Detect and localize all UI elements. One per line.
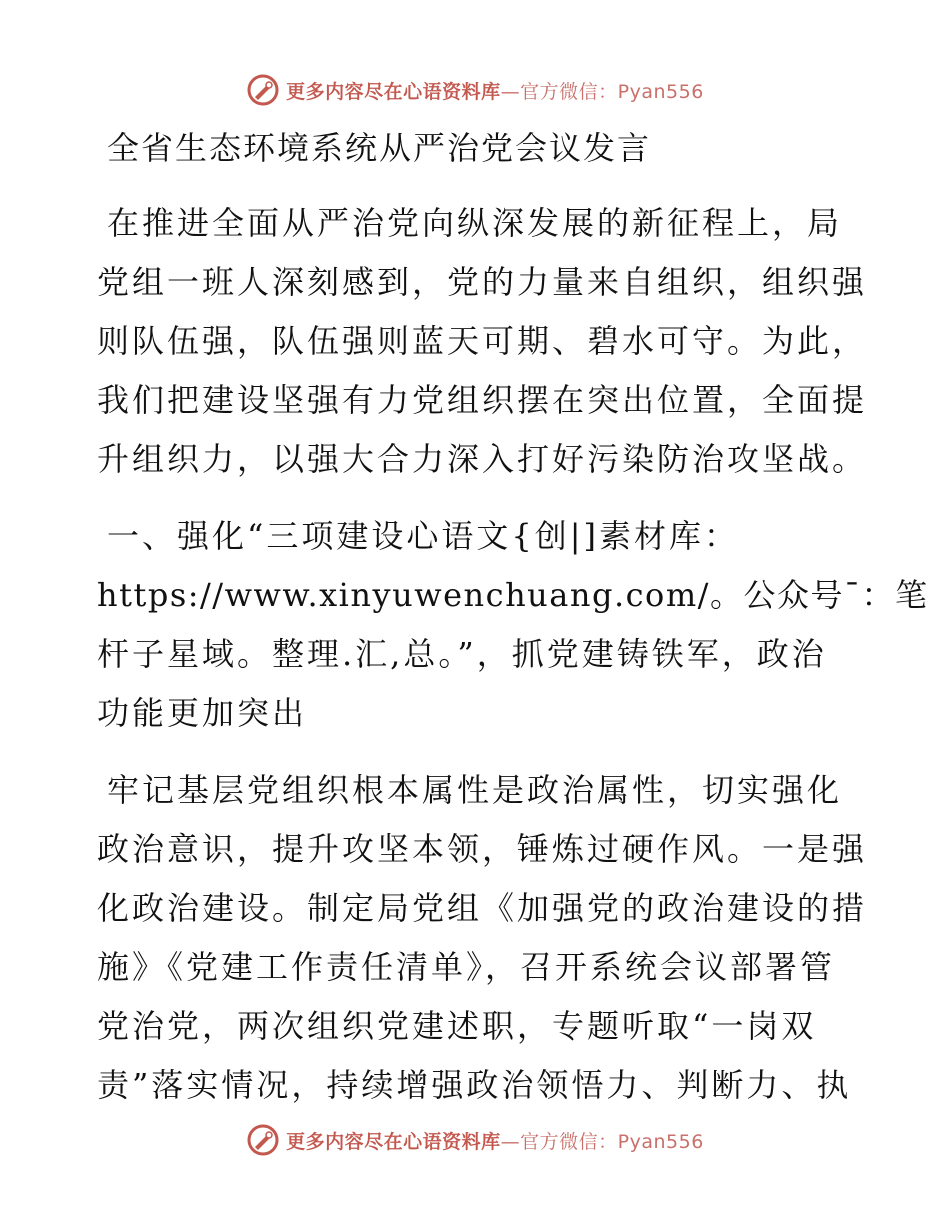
watermark-brand: 更多内容尽在心语资料库 — [286, 80, 501, 103]
footer-watermark — [0, 1120, 950, 1160]
paragraph-body — [97, 761, 868, 1115]
text-line: 杆子星域。整理.汇,总。”，抓党建铸铁军，政治 — [97, 635, 827, 673]
brand-logo-icon — [246, 1123, 280, 1157]
document-title: 全省生态环境系统从严治党会议发言 — [107, 129, 652, 167]
header-watermark — [0, 70, 950, 110]
text-line: 在推进全面从严治党向纵深发展的新征程上，局 — [107, 204, 843, 242]
text-line: 升组织力，以强大合力深入打好污染防治攻坚战。 — [97, 440, 868, 478]
text-line: 化政治建设。制定局党组《加强党的政治建设的措 — [97, 889, 868, 927]
paragraph-intro — [97, 194, 868, 489]
text-line: 党治党，两次组织党建述职，专题听取“一岗双 — [97, 1007, 817, 1045]
text-line: 施》《党建工作责任清单》，召开系统会议部署管 — [97, 948, 836, 986]
text-line: 我们把建设坚强有力党组织摆在突出位置，全面提 — [97, 381, 868, 419]
text-line: 牢记基层党组织根本属性是政治属性，切实强化 — [107, 771, 843, 809]
watermark-brand: 更多内容尽在心语资料库 — [286, 1130, 501, 1153]
watermark-contact: —官方微信：Pyan556 — [500, 80, 704, 103]
text-line: 党组一班人深刻感到，党的力量来自组织，组织强 — [97, 263, 868, 301]
text-line: 功能更加突出 — [97, 694, 308, 732]
text-line: 则队伍强，队伍强则蓝天可期、碧水可守。为此， — [97, 322, 868, 360]
brand-logo-icon — [246, 73, 280, 107]
document-body — [97, 122, 929, 1133]
text-line: 一、强化“三项建设心语文{创|]素材库： — [107, 517, 739, 555]
watermark-text — [286, 77, 704, 104]
section-heading-one — [97, 507, 929, 743]
watermark-text — [286, 1127, 704, 1154]
text-line: 政治意识，提升攻坚本领，锤炼过硬作风。一是强 — [97, 830, 868, 868]
text-line-url: https://www.xinyuwenchuang.com/。公众号¯：笔 — [97, 576, 929, 614]
watermark-contact: —官方微信：Pyan556 — [500, 1130, 704, 1153]
text-line: 责”落实情况，持续增强政治领悟力、判断力、执 — [97, 1066, 852, 1104]
